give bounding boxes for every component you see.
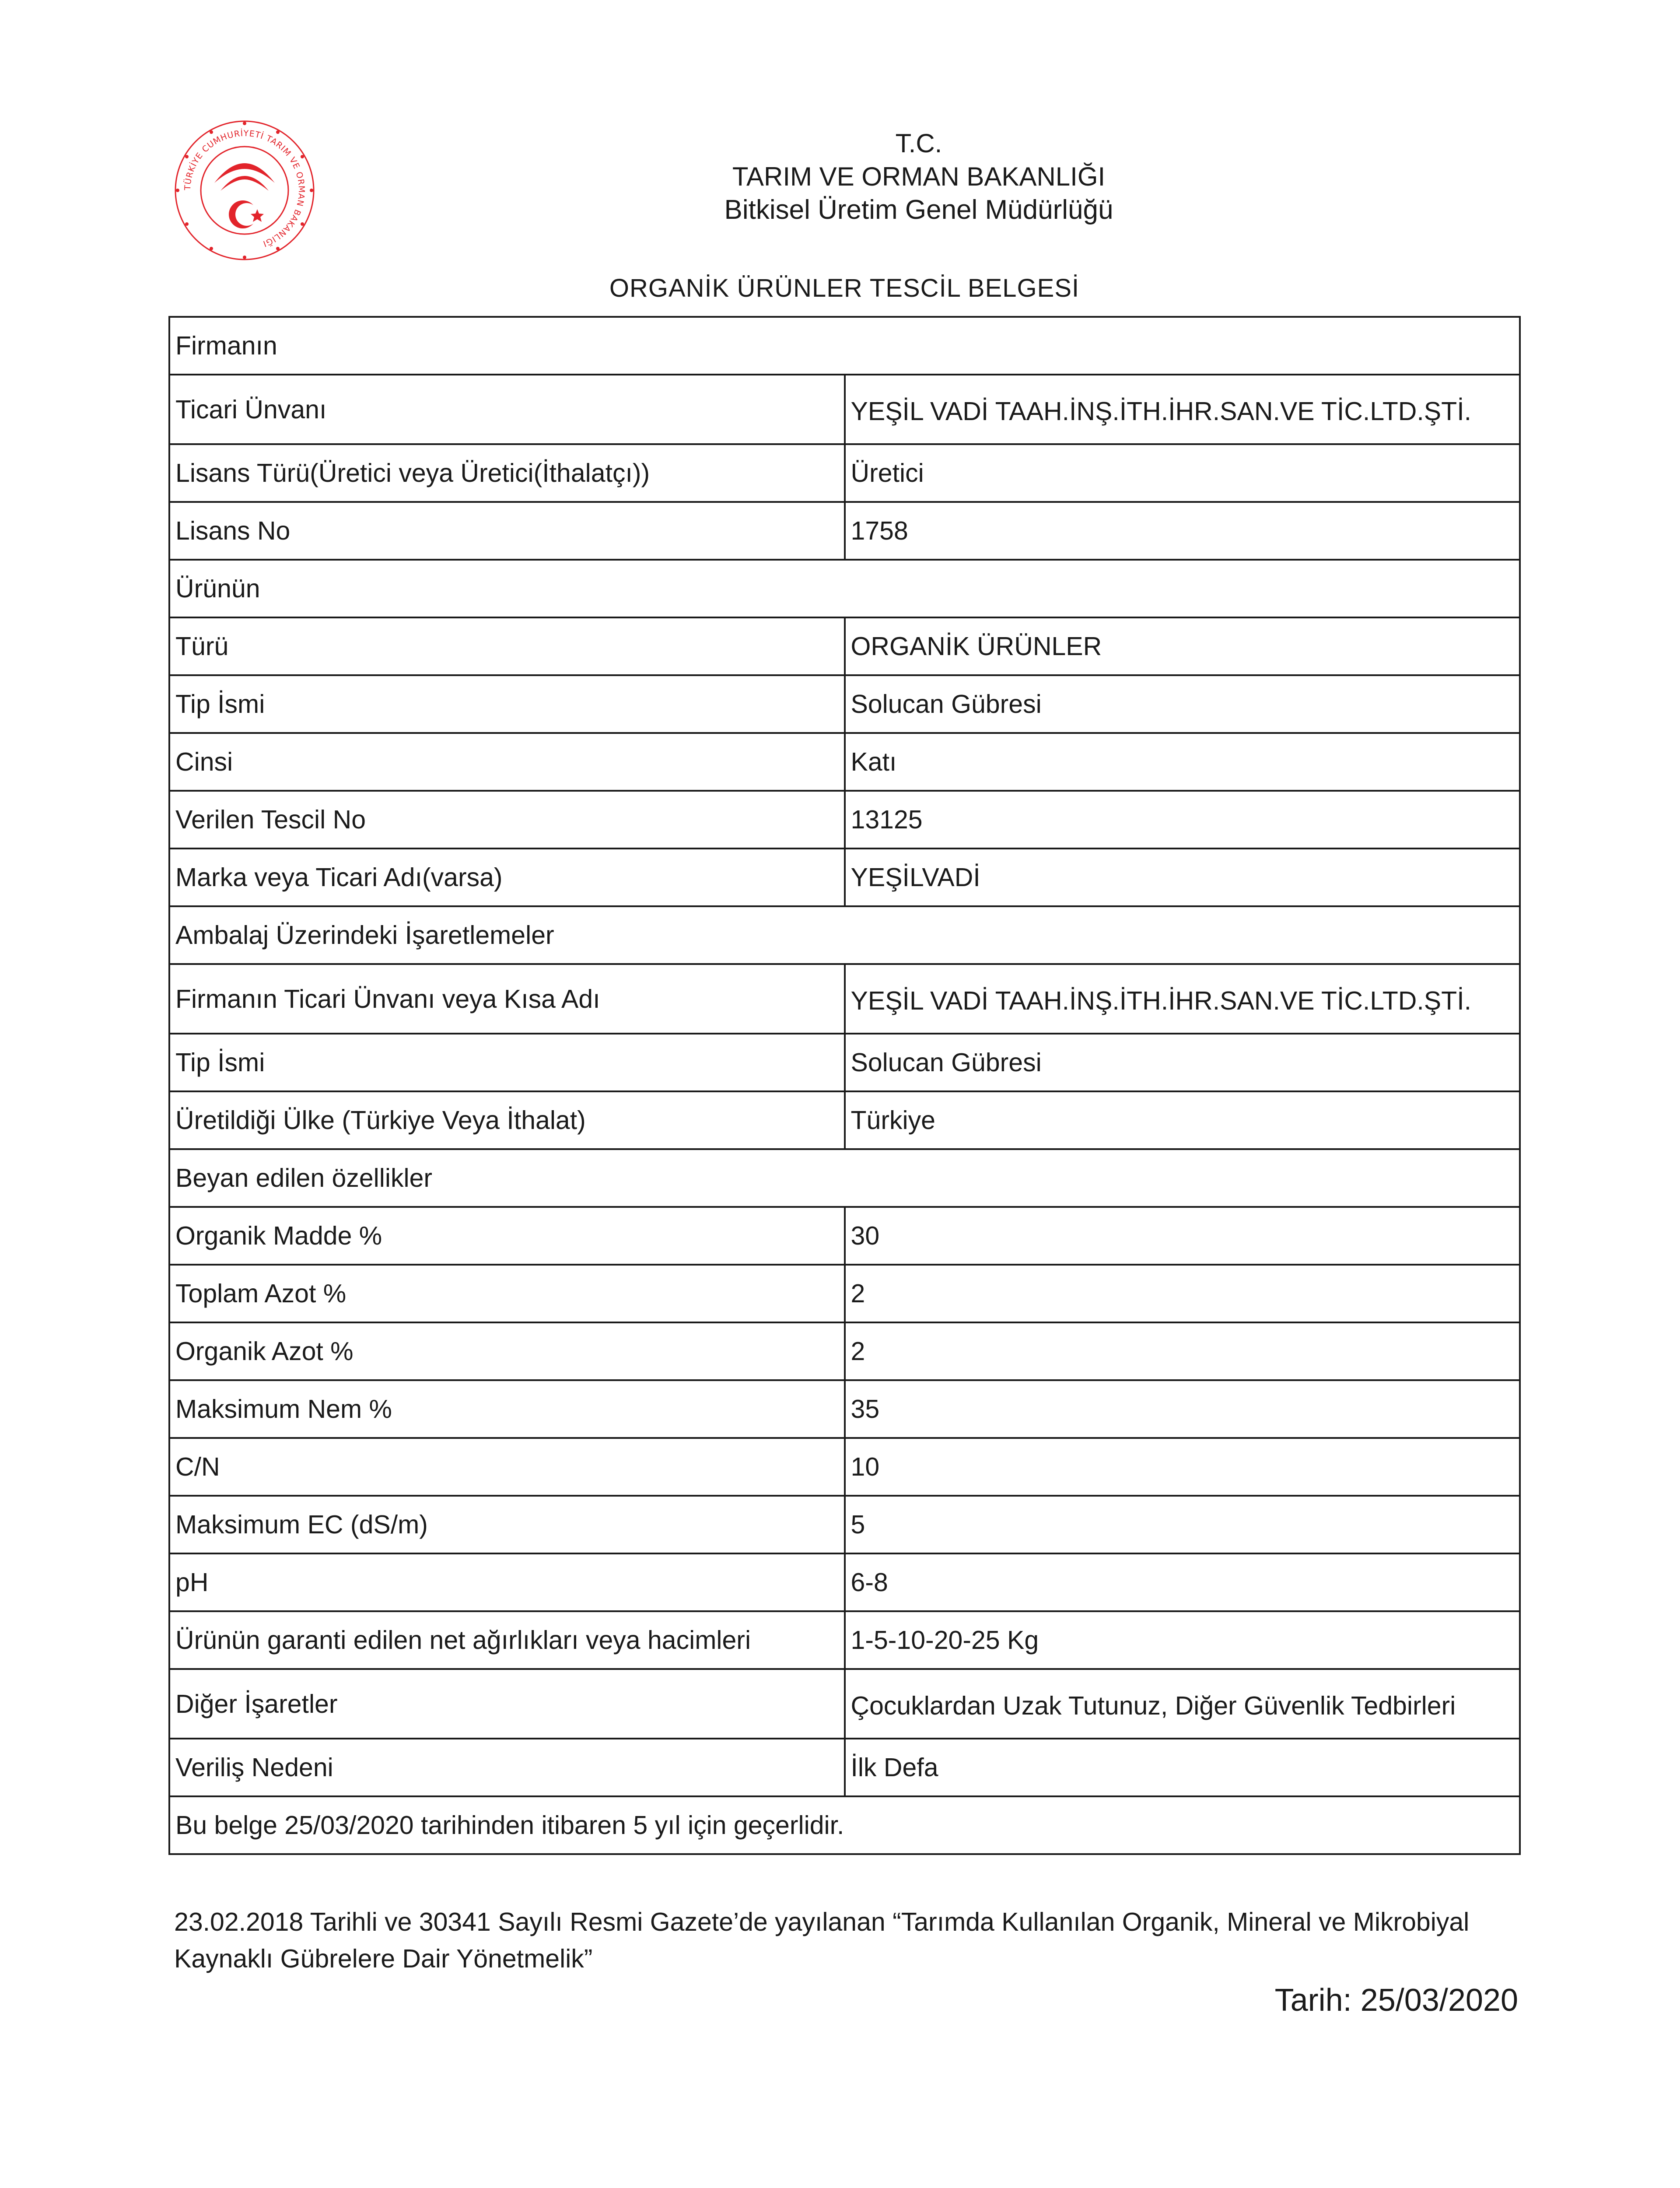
table-row xyxy=(169,1438,1520,1496)
label-license-no: Lisans No xyxy=(169,502,845,560)
label-kind: Cinsi xyxy=(169,733,845,791)
registration-table xyxy=(168,316,1521,1855)
value-registration-no: 13125 xyxy=(845,791,1520,849)
value-package-type-name: Solucan Gübresi xyxy=(845,1034,1520,1091)
issue-date: Tarih: 25/03/2020 xyxy=(1274,1983,1518,2018)
value-license-no: 1758 xyxy=(845,502,1520,560)
label-max-moisture: Maksimum Nem % xyxy=(169,1380,845,1438)
value-max-moisture: 35 xyxy=(845,1380,1520,1438)
section-properties: Beyan edilen özellikler xyxy=(169,1149,1520,1207)
table-row xyxy=(169,1322,1520,1380)
label-ph: pH xyxy=(169,1553,845,1611)
table-row xyxy=(169,964,1520,1034)
ministry-seal-logo xyxy=(172,117,318,263)
table-row xyxy=(169,733,1520,791)
label-package-type-name: Tip İsmi xyxy=(169,1034,845,1091)
value-max-ec: 5 xyxy=(845,1496,1520,1553)
value-organic-matter: 30 xyxy=(845,1207,1520,1265)
section-firm: Firmanın xyxy=(169,317,1520,375)
table-row xyxy=(169,1034,1520,1091)
label-package-firm: Firmanın Ticari Ünvanı veya Kısa Adı xyxy=(169,964,845,1034)
value-kind: Katı xyxy=(845,733,1520,791)
label-net-weight: Ürünün garanti edilen net ağırlıkları veya hacimleri xyxy=(169,1611,845,1669)
validity-statement: Bu belge 25/03/2020 tarihinden itibaren 5 yıl için geçerlidir. xyxy=(169,1796,1520,1854)
value-type: ORGANİK ÜRÜNLER xyxy=(845,617,1520,675)
value-cn-ratio: 10 xyxy=(845,1438,1520,1496)
label-type: Türü xyxy=(169,617,845,675)
label-total-nitrogen: Toplam Azot % xyxy=(169,1265,845,1322)
label-registration-no: Verilen Tescil No xyxy=(169,791,845,849)
document-header xyxy=(569,127,1269,227)
value-package-firm: YEŞİL VADİ TAAH.İNŞ.İTH.İHR.SAN.VE TİC.LTD.ŞTİ. xyxy=(845,964,1520,1034)
ministry-seal-icon xyxy=(172,117,318,263)
table-row xyxy=(169,502,1520,560)
header-tc: T.C. xyxy=(895,129,942,158)
document-title: ORGANİK ÜRÜNLER TESCİL BELGESİ xyxy=(609,274,1080,302)
label-brand: Marka veya Ticari Adı(varsa) xyxy=(169,849,845,906)
validity-row xyxy=(169,1796,1520,1854)
label-max-ec: Maksimum EC (dS/m) xyxy=(169,1496,845,1553)
value-ph: 6-8 xyxy=(845,1553,1520,1611)
table-row xyxy=(169,617,1520,675)
header-ministry: TARIM VE ORMAN BAKANLIĞI xyxy=(732,162,1106,191)
section-product: Ürünün xyxy=(169,560,1520,617)
value-license-type: Üretici xyxy=(845,444,1520,502)
section-row-packaging xyxy=(169,906,1520,964)
label-other-marks: Diğer İşaretler xyxy=(169,1669,845,1739)
table-row xyxy=(169,1553,1520,1611)
value-net-weight: 1-5-10-20-25 Kg xyxy=(845,1611,1520,1669)
label-trade-name: Ticari Ünvanı xyxy=(169,375,845,444)
table-row xyxy=(169,1611,1520,1669)
value-brand: YEŞİLVADİ xyxy=(845,849,1520,906)
table-row xyxy=(169,1207,1520,1265)
table-row xyxy=(169,375,1520,444)
table-row xyxy=(169,849,1520,906)
label-organic-nitrogen: Organik Azot % xyxy=(169,1322,845,1380)
section-row-firm xyxy=(169,317,1520,375)
table-row xyxy=(169,1091,1520,1149)
value-total-nitrogen: 2 xyxy=(845,1265,1520,1322)
table-row xyxy=(169,675,1520,733)
table-row xyxy=(169,1496,1520,1553)
table-row xyxy=(169,791,1520,849)
label-country: Üretildiği Ülke (Türkiye Veya İthalat) xyxy=(169,1091,845,1149)
section-row-product xyxy=(169,560,1520,617)
label-license-type: Lisans Türü(Üretici veya Üretici(İthalatçı)) xyxy=(169,444,845,502)
label-issue-reason: Veriliş Nedeni xyxy=(169,1739,845,1796)
table-row xyxy=(169,1739,1520,1796)
seal-ring-text: TÜRKİYE CUMHURİYETİ TARIM VE ORMAN BAKANLIĞI xyxy=(182,128,307,249)
value-organic-nitrogen: 2 xyxy=(845,1322,1520,1380)
value-issue-reason: İlk Defa xyxy=(845,1739,1520,1796)
table-row xyxy=(169,1669,1520,1739)
value-other-marks: Çocuklardan Uzak Tutunuz, Diğer Güvenlik Tedbirleri xyxy=(845,1669,1520,1739)
label-type-name: Tip İsmi xyxy=(169,675,845,733)
value-country: Türkiye xyxy=(845,1091,1520,1149)
label-cn-ratio: C/N xyxy=(169,1438,845,1496)
section-packaging: Ambalaj Üzerindeki İşaretlemeler xyxy=(169,906,1520,964)
header-directorate: Bitkisel Üretim Genel Müdürlüğü xyxy=(724,195,1113,225)
label-organic-matter: Organik Madde % xyxy=(169,1207,845,1265)
value-type-name: Solucan Gübresi xyxy=(845,675,1520,733)
value-trade-name: YEŞİL VADİ TAAH.İNŞ.İTH.İHR.SAN.VE TİC.LTD.ŞTİ. xyxy=(845,375,1520,444)
table-row xyxy=(169,1265,1520,1322)
section-row-properties xyxy=(169,1149,1520,1207)
regulation-note: 23.02.2018 Tarihli ve 30341 Sayılı Resmi Gazete’de yayılanan “Tarımda Kullanılan Organik, Mineral ve Mikrobiyal Kaynaklı Gübrelere Dair Yönetmelik” xyxy=(174,1907,1470,1973)
table-row xyxy=(169,444,1520,502)
table-row xyxy=(169,1380,1520,1438)
